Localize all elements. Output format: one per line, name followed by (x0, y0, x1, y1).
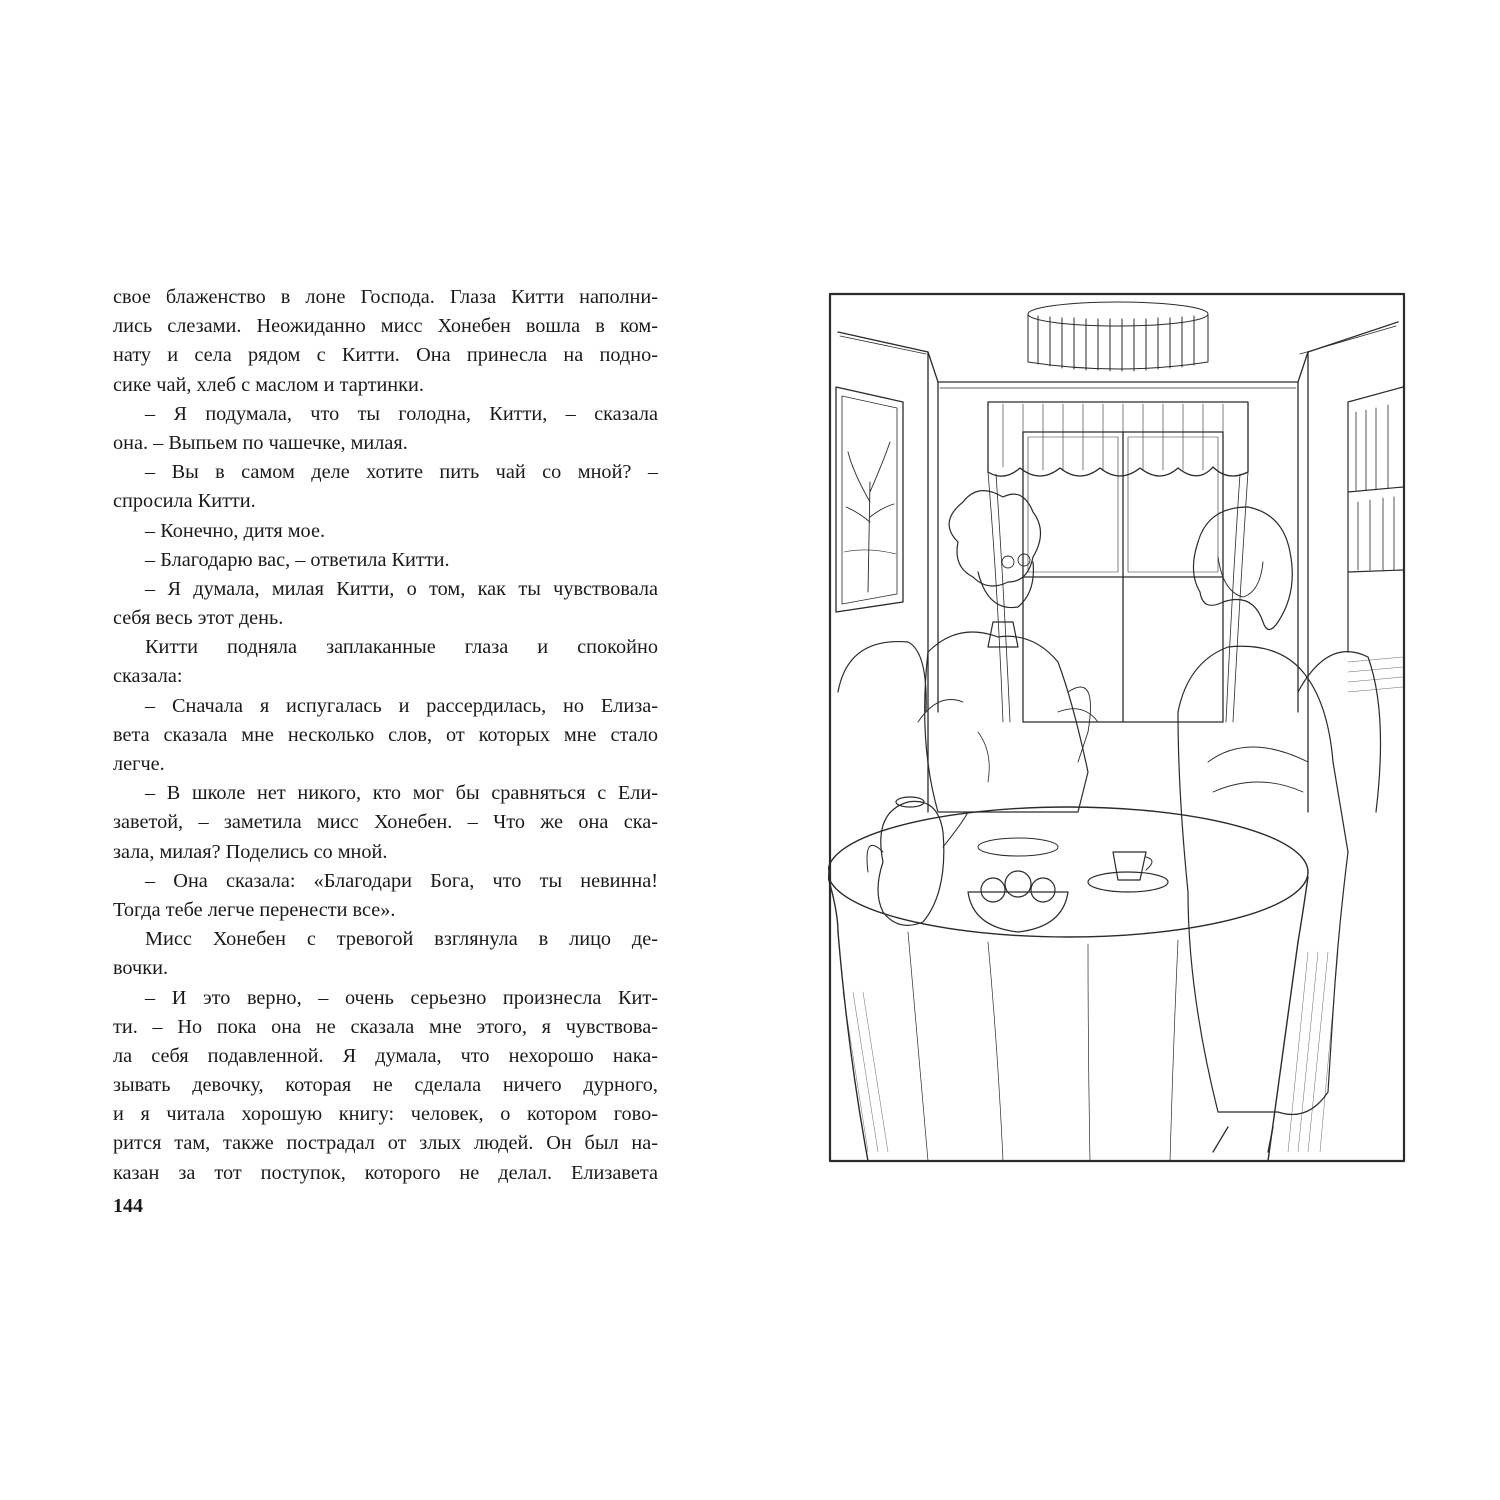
text-line: себя весь этот день. (113, 607, 284, 630)
framed-picture (836, 387, 903, 612)
text-line: свое блаженство в лоне Господа. Глаза Китти наполни- (113, 286, 658, 308)
text-line: ла себя подавленной. Я думала, что нехорошо нака- (113, 1044, 658, 1067)
text-line: – В школе нет никого, кто мог бы сравняться с Ели- (145, 782, 658, 805)
text-line: Тогда тебе легче перенести все». (113, 898, 396, 921)
text-line: – Конечно, дитя мое. (145, 519, 326, 542)
body-text (113, 283, 658, 1188)
text-line: сказала: (113, 665, 183, 688)
text-line: – Благодарю вас, – ответила Китти. (145, 548, 450, 571)
text-line: – И это верно, – очень серьезно произнесла Кит- (145, 986, 658, 1009)
text-line: – Сначала я испугалась и рассердилась, но Елиза- (145, 694, 658, 717)
bookcase (1348, 387, 1403, 652)
page-number: 144 (113, 1195, 143, 1217)
text-line: нату и села рядом с Китти. Она принесла на подно- (113, 344, 658, 367)
text-line: ти. – Но пока она не сказала мне этого, я чувствова- (113, 1015, 658, 1038)
illustration-frame (830, 294, 1404, 1161)
bread-basket (968, 871, 1068, 932)
girl-right-figure (1178, 507, 1348, 1152)
window (988, 402, 1248, 722)
text-line: вета сказала мне несколько слов, от которых мне стало (113, 723, 658, 746)
pencil-illustration-tea-scene (828, 292, 1406, 1163)
text-line: и я читала хорошую книгу: человек, о котором гово- (113, 1103, 658, 1126)
text-line: – Она сказала: «Благодари Бога, что ты невинна! (145, 869, 658, 892)
text-line: Китти подняла заплаканные глаза и спокойно (145, 636, 658, 659)
teapot (867, 797, 968, 925)
text-line: сике чай, хлеб с маслом и тартинки. (113, 373, 424, 396)
text-line: – Вы в самом деле хотите пить чай со мной? – (145, 461, 658, 484)
text-line: казан за тот поступок, которого не делал. Елизавета (113, 1161, 658, 1184)
text-line: спросила Китти. (113, 490, 256, 513)
text-line: легче. (113, 753, 165, 775)
text-line: она. – Выпьем по чашечке, милая. (113, 431, 408, 454)
text-line: – Я думала, милая Китти, о том, как ты чувствовала (145, 577, 658, 600)
text-line: рится там, также пострадал от злых людей. Он был на- (113, 1132, 658, 1155)
lampshade-fringe (1028, 302, 1208, 371)
text-line: Мисс Хонебен с тревогой взглянула в лицо де- (145, 928, 658, 951)
woman-left-figure (918, 491, 1098, 812)
teacup-and-saucer (1088, 852, 1168, 892)
text-line: заветой, – заметила мисс Хонебен. – Что же она ска- (113, 811, 658, 834)
plate (978, 838, 1058, 856)
text-line: зала, милая? Поделись со мной. (113, 840, 388, 863)
text-line: вочки. (113, 957, 169, 980)
shading-hatch (843, 657, 1403, 1152)
text-line: лись слезами. Неожиданно мисс Хонебен вошла в ком- (113, 315, 658, 338)
round-table (828, 807, 1308, 1161)
text-line: зывать девочку, которая не сделала ничего дурного, (113, 1074, 658, 1097)
text-line: – Я подумала, что ты голодна, Китти, – сказала (145, 402, 658, 425)
